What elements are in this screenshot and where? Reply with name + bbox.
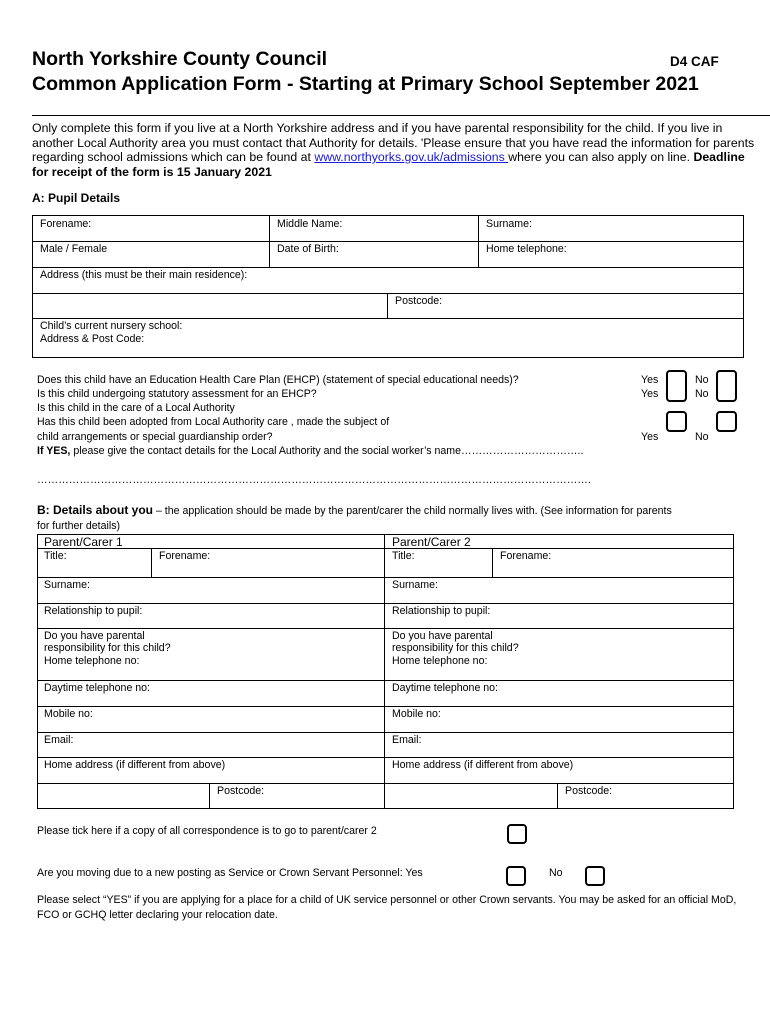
intro-paragraph: Only complete this form if you live at a North Yorkshire address and if you have parental responsibility for the child. If you live in another Local Authority area you must contact that Authority for details. 'Please ensure that you have read the information for parents regarding school admissions which can be found at www.northyorks.gov.uk/admissions where you can also apply on line. Deadline for receipt of the form is 15 January 2021	[32, 121, 755, 179]
dotted-contact-line[interactable]: ………………………………………………………………………………………………………………………………………….	[37, 474, 591, 486]
carer2-forename-field[interactable]: Forename:	[500, 550, 552, 562]
admissions-link[interactable]: www.northyorks.gov.uk/admissions	[314, 150, 509, 164]
carer1-parental-responsibility-field[interactable]: Do you have parental	[44, 630, 145, 642]
carer1-relationship-field[interactable]: Relationship to pupil:	[44, 605, 143, 617]
nursery-address-label: Address & Post Code:	[40, 333, 145, 345]
assessment-question: Is this child undergoing statutory assessment for an EHCP?	[37, 388, 317, 400]
adopted-question: Has this child been adopted from Local Authority care , made the subject of	[37, 416, 390, 428]
carer1-forename-field[interactable]: Forename:	[159, 550, 211, 562]
carer1-title-field[interactable]: Title:	[44, 550, 67, 562]
ehcp-question: Does this child have an Education Health Care Plan (EHCP) (statement of special educational needs)?	[37, 374, 519, 386]
carer2-home-telephone-field[interactable]: Home telephone no:	[392, 655, 488, 667]
service-note: Please select “YES” if you are applying for a place for a child of UK service personnel or other Crown servants. You may be asked for an official MoD, FCO or GCHQ letter declaring your relocation date.	[37, 894, 737, 921]
deadline-text: Deadline for receipt of the form is 15 January 2021	[32, 150, 745, 179]
parent-carer-2-header: Parent/Carer 2	[392, 535, 471, 549]
pupil-postcode-field[interactable]: Postcode:	[395, 295, 443, 307]
section-b-heading: B: Details about you – the application should be made by the parent/carer the child normally lives with. (See information for parents for further details)	[37, 503, 672, 532]
carer2-email-field[interactable]: Email:	[392, 734, 422, 746]
carer2-postcode-field[interactable]: Postcode:	[565, 785, 613, 797]
pupil-gender-field[interactable]: Male / Female	[40, 243, 108, 255]
header-divider	[32, 115, 770, 116]
carer2-home-address-field[interactable]: Home address (if different from above)	[392, 759, 574, 771]
yes-label: Yes	[641, 374, 659, 386]
care-yes-checkbox[interactable]	[666, 411, 687, 432]
carer1-email-field[interactable]: Email:	[44, 734, 74, 746]
service-personnel-question: Are you moving due to a new posting as Service or Crown Servant Personnel: Yes	[37, 867, 423, 879]
no-label: No	[695, 431, 709, 443]
service-yes-checkbox[interactable]	[506, 866, 526, 886]
adopted-question-cont: child arrangements or special guardianship order?	[37, 431, 273, 443]
carer1-home-telephone-field[interactable]: Home telephone no:	[44, 655, 140, 667]
yes-label: Yes	[641, 431, 659, 443]
pupil-home-telephone-field[interactable]: Home telephone:	[486, 243, 567, 255]
carer2-surname-field[interactable]: Surname:	[392, 579, 438, 591]
council-name: North Yorkshire County Council	[32, 48, 328, 70]
service-no-checkbox[interactable]	[585, 866, 605, 886]
ehcp-yes-checkbox[interactable]	[666, 370, 687, 402]
carer1-mobile-field[interactable]: Mobile no:	[44, 708, 93, 720]
care-no-checkbox[interactable]	[716, 411, 737, 432]
care-question: Is this child in the care of a Local Authority	[37, 402, 235, 414]
pupil-middle-name-field[interactable]: Middle Name:	[277, 218, 343, 230]
copy-correspondence-label: Please tick here if a copy of all correspondence is to go to parent/carer 2	[37, 825, 377, 837]
carer2-daytime-telephone-field[interactable]: Daytime telephone no:	[392, 682, 499, 694]
pupil-forename-field[interactable]: Forename:	[40, 218, 92, 230]
parent-carer-1-header: Parent/Carer 1	[44, 535, 123, 549]
carer2-relationship-field[interactable]: Relationship to pupil:	[392, 605, 491, 617]
nursery-school-label[interactable]: Child’s current nursery school:	[40, 320, 183, 332]
carer1-surname-field[interactable]: Surname:	[44, 579, 90, 591]
form-title: Common Application Form - Starting at Primary School September 2021	[32, 73, 699, 95]
no-label: No	[695, 388, 709, 400]
pupil-address-field[interactable]: Address (this must be their main residence):	[40, 269, 248, 281]
service-no-label: No	[549, 867, 563, 879]
copy-correspondence-checkbox[interactable]	[507, 824, 527, 844]
carer2-title-field[interactable]: Title:	[392, 550, 415, 562]
carer1-daytime-telephone-field[interactable]: Daytime telephone no:	[44, 682, 151, 694]
carer1-postcode-field[interactable]: Postcode:	[217, 785, 265, 797]
form-reference: D4 CAF	[670, 54, 719, 69]
section-a-heading: A: Pupil Details	[32, 191, 121, 205]
carer1-home-address-field[interactable]: Home address (if different from above)	[44, 759, 226, 771]
ehcp-no-checkbox[interactable]	[716, 370, 737, 402]
carer2-parental-responsibility-field[interactable]: Do you have parental	[392, 630, 493, 642]
no-label: No	[695, 374, 709, 386]
carer2-mobile-field[interactable]: Mobile no:	[392, 708, 441, 720]
pupil-dob-field[interactable]: Date of Birth:	[277, 243, 339, 255]
pupil-surname-field[interactable]: Surname:	[486, 218, 532, 230]
carer1-parental-responsibility-cont: responsibility for this child?	[44, 642, 171, 654]
yes-label: Yes	[641, 388, 659, 400]
if-yes-contact-line[interactable]: If YES, please give the contact details for the Local Authority and the social worker’s name……………………………..	[37, 445, 584, 457]
carer2-parental-responsibility-cont: responsibility for this child?	[392, 642, 519, 654]
